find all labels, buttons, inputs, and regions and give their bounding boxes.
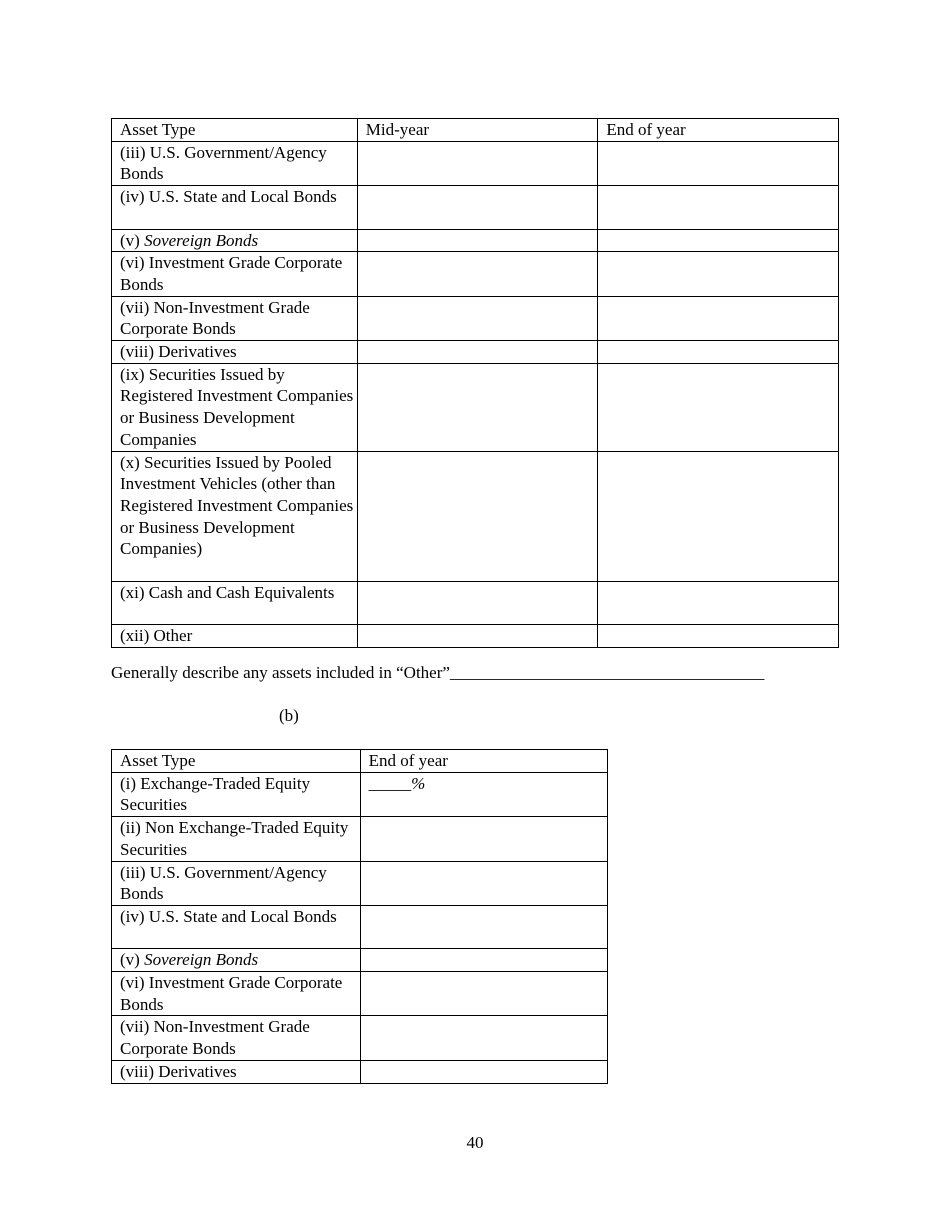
- asset-type-label: Non Exchange-Traded Equity Securities: [120, 818, 349, 859]
- table-row: [112, 451, 839, 581]
- asset-type-label: U.S. Government/Agency Bonds: [120, 142, 327, 184]
- asset-type-cell: [112, 296, 358, 340]
- asset-type-cell: [112, 141, 358, 185]
- value-cell[interactable]: [360, 1060, 607, 1083]
- table-row: [112, 1016, 608, 1060]
- table-row: [112, 296, 839, 340]
- asset-type-cell: [112, 252, 358, 296]
- value-cell[interactable]: [357, 296, 598, 340]
- asset-type-label: Investment Grade Corporate Bonds: [120, 253, 343, 294]
- asset-type-numeral: (vii): [120, 297, 154, 317]
- asset-type-label: Securities Issued by Pooled Investment Vehicles (other than Registered Investment Companies or Business Development Companies): [120, 452, 354, 559]
- value-cell[interactable]: [357, 229, 598, 252]
- table-row: [112, 817, 608, 861]
- header-asset-type: Asset Type: [112, 119, 358, 142]
- asset-type-cell: [112, 772, 361, 816]
- value-cell[interactable]: [357, 252, 598, 296]
- asset-type-numeral: (vi): [120, 973, 149, 993]
- asset-type-numeral: (vii): [120, 1017, 154, 1037]
- value-cell[interactable]: [357, 141, 598, 185]
- asset-type-numeral: (iv): [120, 187, 149, 207]
- table-row: [112, 772, 608, 816]
- asset-type-label: U.S. State and Local Bonds: [148, 906, 337, 926]
- asset-type-numeral: (iv): [120, 906, 149, 926]
- asset-type-cell: [112, 861, 361, 905]
- asset-type-label: Investment Grade Corporate Bonds: [120, 973, 343, 1014]
- value-cell[interactable]: [360, 861, 607, 905]
- asset-type-numeral: (vi): [120, 253, 149, 273]
- value-cell[interactable]: [598, 141, 839, 185]
- asset-type-numeral: (viii): [120, 1061, 159, 1081]
- asset-type-cell: [112, 451, 358, 581]
- asset-type-numeral: (ix): [120, 364, 149, 384]
- table-row: [112, 949, 608, 972]
- value-cell[interactable]: [360, 905, 607, 948]
- value-cell[interactable]: [360, 1016, 607, 1060]
- asset-type-cell: [112, 229, 358, 252]
- table-row: [112, 581, 839, 624]
- asset-type-cell: [112, 581, 358, 624]
- asset-type-label: Derivatives: [158, 342, 237, 362]
- asset-type-numeral: (iii): [120, 142, 150, 162]
- table-row: [112, 229, 839, 252]
- header-mid-year: Mid-year: [357, 119, 598, 142]
- page-number: 40: [466, 1133, 484, 1152]
- asset-type-cell: [112, 186, 358, 229]
- asset-type-numeral: (v): [120, 950, 145, 970]
- asset-type-numeral: (v): [120, 230, 145, 250]
- asset-type-table-endyear: [111, 749, 608, 1084]
- asset-type-cell: [112, 363, 358, 451]
- asset-type-label: Non-Investment Grade Corporate Bonds: [120, 297, 310, 339]
- table-row: [112, 1060, 608, 1083]
- table-row: [112, 252, 839, 296]
- asset-type-numeral: (viii): [120, 342, 159, 362]
- asset-type-numeral: (xii): [120, 626, 154, 646]
- value-cell[interactable]: [598, 581, 839, 624]
- table-row: [112, 861, 608, 905]
- asset-type-label: Exchange-Traded Equity Securities: [120, 773, 311, 815]
- asset-type-numeral: (iii): [120, 862, 150, 882]
- asset-type-cell: [112, 972, 361, 1016]
- table-header-row: [112, 750, 608, 773]
- asset-type-table-midyear-endyear: [111, 118, 839, 648]
- asset-type-numeral: (xi): [120, 582, 149, 602]
- value-cell[interactable]: [357, 625, 598, 648]
- value-cell[interactable]: [357, 341, 598, 364]
- value-cell[interactable]: [598, 296, 839, 340]
- value-cell[interactable]: [360, 817, 607, 861]
- table-row: [112, 186, 839, 229]
- value-cell[interactable]: [598, 341, 839, 364]
- table-row: [112, 363, 839, 451]
- table-row: [112, 141, 839, 185]
- value-cell[interactable]: [598, 451, 839, 581]
- asset-type-label: Cash and Cash Equivalents: [148, 582, 335, 602]
- value-cell[interactable]: [357, 186, 598, 229]
- asset-type-label: U.S. State and Local Bonds: [148, 187, 337, 207]
- table-row: [112, 972, 608, 1016]
- asset-type-numeral: (ii): [120, 818, 146, 838]
- value-cell[interactable]: [598, 252, 839, 296]
- header-asset-type: Asset Type: [112, 750, 361, 773]
- value-cell[interactable]: [598, 363, 839, 451]
- asset-type-label: Sovereign Bonds: [144, 230, 259, 250]
- asset-type-cell: [112, 1016, 361, 1060]
- asset-type-numeral: (x): [120, 452, 145, 472]
- value-cell[interactable]: [598, 186, 839, 229]
- asset-type-cell: [112, 341, 358, 364]
- asset-type-label: Other: [153, 626, 193, 646]
- value-cell[interactable]: [360, 772, 607, 816]
- table-row: [112, 341, 839, 364]
- table-row: [112, 625, 839, 648]
- asset-type-cell: [112, 1060, 361, 1083]
- asset-type-cell: [112, 949, 361, 972]
- value-cell[interactable]: [357, 581, 598, 624]
- asset-type-cell: [112, 625, 358, 648]
- percent-blank: _____%: [368, 773, 426, 793]
- asset-type-label: U.S. Government/Agency Bonds: [120, 862, 327, 904]
- other-assets-description-prompt: Generally describe any assets included in “Other”_____________________________________: [111, 663, 765, 682]
- asset-type-label: Non-Investment Grade Corporate Bonds: [120, 1017, 310, 1059]
- asset-type-cell: [112, 817, 361, 861]
- asset-type-cell: [112, 905, 361, 948]
- value-cell[interactable]: [360, 972, 607, 1016]
- asset-type-label: Securities Issued by Registered Investment Companies or Business Development Companies: [120, 364, 354, 449]
- header-end-of-year: End of year: [360, 750, 607, 773]
- value-cell[interactable]: [357, 363, 598, 451]
- asset-type-label: Sovereign Bonds: [144, 950, 259, 970]
- asset-type-label: Derivatives: [158, 1061, 237, 1081]
- table-row: [112, 905, 608, 948]
- value-cell[interactable]: [598, 625, 839, 648]
- asset-type-numeral: (i): [120, 773, 141, 793]
- value-cell[interactable]: [360, 949, 607, 972]
- value-cell[interactable]: [598, 229, 839, 252]
- header-end-of-year: End of year: [598, 119, 839, 142]
- value-cell[interactable]: [357, 451, 598, 581]
- section-label-b: (b): [279, 706, 299, 725]
- table-header-row: [112, 119, 839, 142]
